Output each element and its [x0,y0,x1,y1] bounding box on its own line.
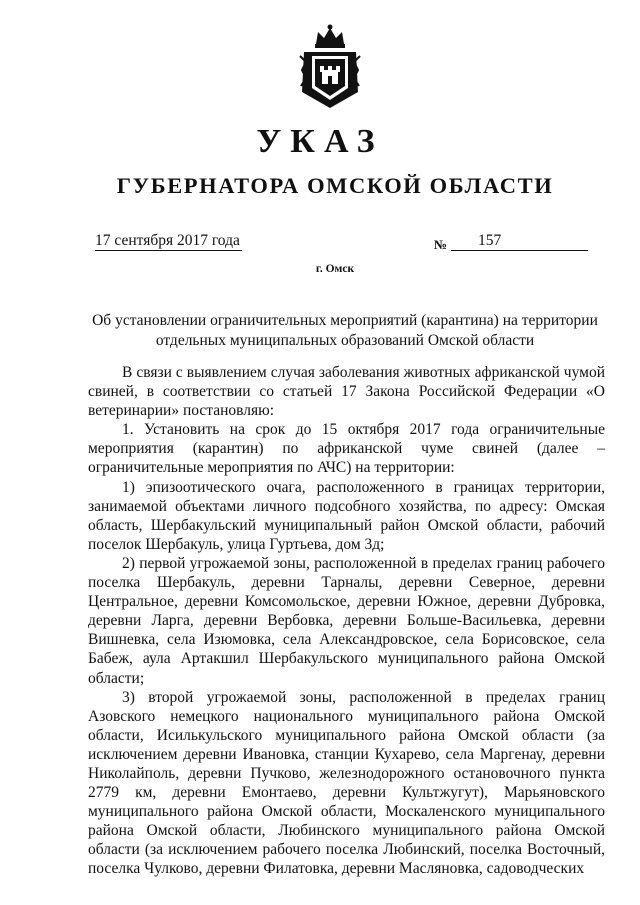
paragraph: В связи с выявлением случая заболевания животных африканской чумой свиней, в соответствии со статьей 17 Закона Российской Федерации «О ветеринарии» постановляю: [88,364,605,420]
decree-heading: Об установлении ограничительных мероприятий (карантина) на территории отдельных муниципальных образований Омской области [92,312,598,349]
decree-number: 157 [478,232,502,249]
paragraph: 3) второй угрожаемой зоны, расположенной в пределах границ Азовского немецкого национального муниципального района Омской области, Исилькульского муниципального района Омской области (за исключением деревни Ивановка, станции Кухарево, села Маргенау, деревни Николайполь, деревни Пучково, железнодорожного остановочного пункта 2779 км, деревни Емонтаево, деревни Культжугут), Марьяновского муниципального района Омской области, Москаленского муниципального района Омской области, Любинского муниципального района Омской области (за исключением рабочего поселка Любинский, поселка Восточный, поселка Чулково, деревни Филатовка, деревни Масляновка, садоводческих [88,688,605,878]
decree-date: 17 сентября 2017 года [95,232,242,251]
document-title: УКАЗ [256,123,384,160]
decree-body [88,363,605,879]
decree-city: г. Омск [315,263,355,275]
decree-number-line [451,232,588,251]
paragraph: 1) эпизоотического очага, расположенного в границах территории, занимаемой объектами личного подсобного хозяйства, по адресу: Омская область, Шербакульский муниципальный район Омской области, рабочий поселок Шербакуль, улица Гуртьева, дом 3д; [88,478,605,553]
paragraph: 1. Установить на срок до 15 октября 2017 года ограничительные мероприятия (карантин) по африканской чуме свиней (далее – ограничительные мероприятия по АЧС) на территории: [88,421,605,477]
omsk-coat-of-arms-icon [298,22,362,112]
paragraph: 2) первой угрожаемой зоны, расположенной в пределах границ рабочего поселка Шербакуль, деревни Тарналы, деревни Северное, деревни Центральное, деревни Комсомольское, деревни Южное, деревни Дубровка, деревни Ларга, деревни Вербовка, деревни Больше-Васильевка, деревни Вишневка, села Изюмовка, села Александровское, села Борисовское, села Бабеж, аула Артакшил Шербакульского муниципального района Омской области; [88,554,605,687]
document-subtitle: ГУБЕРНАТОРА ОМСКОЙ ОБЛАСТИ [116,173,554,198]
decree-number-label: № [434,237,448,252]
